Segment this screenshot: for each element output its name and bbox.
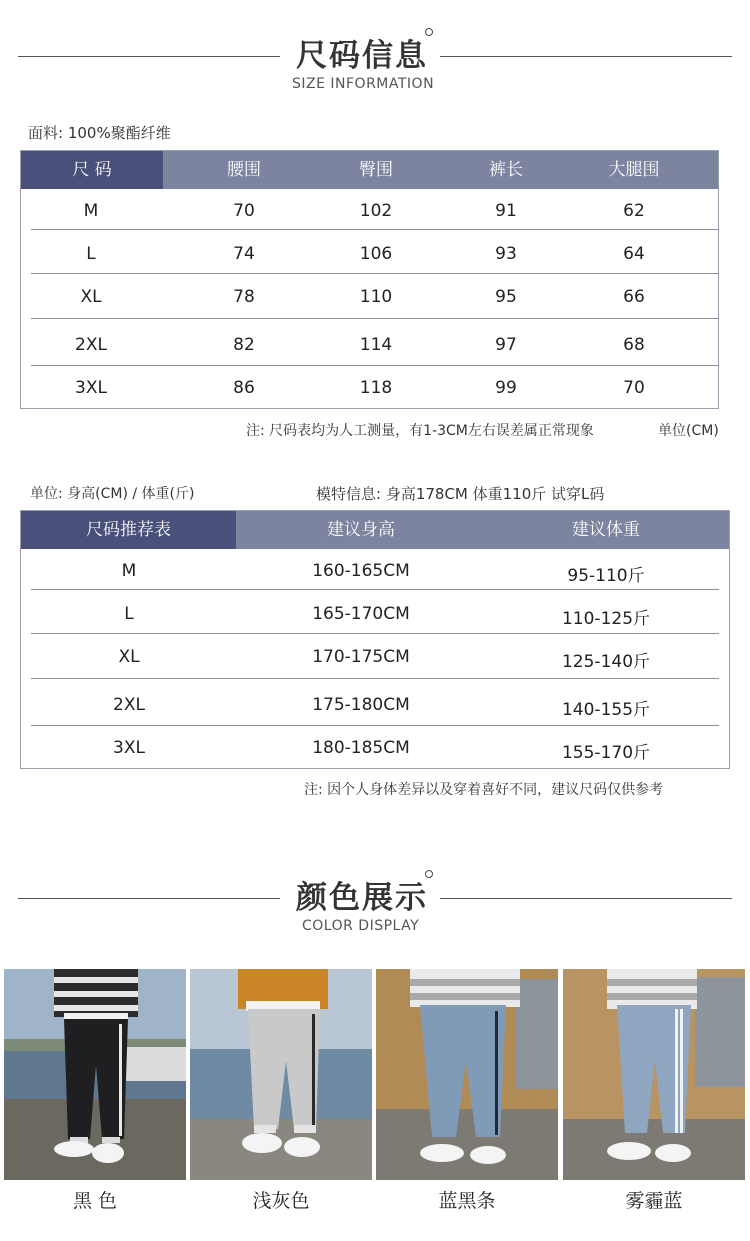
color-title-rule-right <box>440 898 732 899</box>
size-row-divider <box>31 365 719 366</box>
recommend-unit-label: 单位: 身高(CM) / 体重(斤) <box>30 486 195 502</box>
recommend-cell: 3XL <box>113 738 145 758</box>
size-cell: 3XL <box>75 378 107 398</box>
color-label-black: 黑 色 <box>72 1190 118 1212</box>
recommend-header-weight: 建议体重 <box>572 520 640 540</box>
color-label-blue-black-stripe: 蓝黑条 <box>438 1190 496 1212</box>
size-header-thigh: 大腿围 <box>608 160 660 180</box>
degree-mark-icon <box>425 870 433 878</box>
size-header-length: 裤长 <box>489 160 523 180</box>
size-header-waist: 腰围 <box>227 160 261 180</box>
product-photo-light-gray[interactable] <box>190 969 372 1180</box>
size-cell: 68 <box>623 335 645 355</box>
product-photo-blue-black-stripe[interactable] <box>376 969 558 1180</box>
size-cell: 102 <box>359 201 393 221</box>
size-cell: 118 <box>359 378 393 398</box>
model-info: 模特信息: 身高178CM 体重110斤 试穿L码 <box>316 485 605 503</box>
size-cell: 82 <box>233 335 255 355</box>
pants-black-illustration <box>4 969 186 1180</box>
measurement-note: 注: 尺码表均为人工测量，有1-3CM左右误差属正常现象 <box>246 423 594 439</box>
pants-haze-blue-illustration <box>563 969 745 1180</box>
recommend-cell: 165-170CM <box>312 604 410 624</box>
size-table <box>20 150 719 409</box>
recommend-cell: 110-125斤 <box>561 609 651 629</box>
recommend-row-divider <box>31 725 719 726</box>
pants-blue-stripe-illustration <box>376 969 558 1180</box>
size-cell: 86 <box>233 378 255 398</box>
size-cell: 66 <box>623 287 645 307</box>
size-cell: 99 <box>495 378 517 398</box>
size-cell: 106 <box>359 244 393 264</box>
size-header-hip: 臀围 <box>359 160 393 180</box>
recommend-note: 注: 因个人身体差异以及穿着喜好不同，建议尺码仅供参考 <box>304 782 664 798</box>
size-cell: 114 <box>359 335 393 355</box>
size-header-size: 尺 码 <box>72 160 112 180</box>
size-cell: 70 <box>623 378 645 398</box>
recommend-cell: 2XL <box>113 695 145 715</box>
fabric-label: 面料: 100%聚酯纤维 <box>28 124 171 142</box>
size-cell: L <box>86 244 96 264</box>
recommend-table <box>20 510 730 769</box>
size-section-title: 尺码信息 <box>296 38 428 74</box>
size-cell: 64 <box>623 244 645 264</box>
recommend-row-divider <box>31 633 719 634</box>
recommend-cell: 175-180CM <box>312 695 410 715</box>
recommend-header-height: 建议身高 <box>327 520 395 540</box>
size-row-divider <box>31 229 719 230</box>
color-section-title: 颜色展示 <box>296 880 428 916</box>
size-cell: 2XL <box>75 335 107 355</box>
size-title-rule-left <box>18 56 280 57</box>
recommend-row-divider <box>31 678 719 679</box>
color-label-haze-blue: 雾霾蓝 <box>625 1190 683 1212</box>
size-cell: 62 <box>623 201 645 221</box>
recommend-cell: XL <box>118 647 140 667</box>
size-cell: 91 <box>495 201 517 221</box>
recommend-cell: 170-175CM <box>312 647 410 667</box>
recommend-cell: 125-140斤 <box>561 652 651 672</box>
degree-mark-icon <box>425 28 433 36</box>
size-cell: XL <box>80 287 102 307</box>
size-cell: 97 <box>495 335 517 355</box>
size-cell: 95 <box>495 287 517 307</box>
size-title-rule-right <box>440 56 732 57</box>
size-cell: M <box>83 201 99 221</box>
recommend-header-size: 尺码推荐表 <box>86 520 171 540</box>
color-title-rule-left <box>18 898 280 899</box>
recommend-cell: 95-110斤 <box>567 566 645 586</box>
color-section-subtitle: COLOR DISPLAY <box>302 918 420 934</box>
recommend-cell: 180-185CM <box>312 738 410 758</box>
size-cell: 93 <box>495 244 517 264</box>
size-row-divider <box>31 318 719 319</box>
recommend-cell: 155-170斤 <box>561 743 651 763</box>
recommend-cell: M <box>121 561 137 581</box>
unit-label: 单位(CM) <box>658 423 719 439</box>
recommend-cell: 140-155斤 <box>561 700 651 720</box>
size-cell: 78 <box>233 287 255 307</box>
product-photo-haze-blue[interactable] <box>563 969 745 1180</box>
size-row-divider <box>31 273 719 274</box>
recommend-row-divider <box>31 589 719 590</box>
product-photo-black[interactable] <box>4 969 186 1180</box>
size-section-subtitle: SIZE INFORMATION <box>292 76 435 92</box>
pants-light-gray-illustration <box>190 969 372 1180</box>
size-cell: 70 <box>233 201 255 221</box>
color-label-light-gray: 浅灰色 <box>252 1190 310 1212</box>
recommend-cell: L <box>124 604 134 624</box>
size-cell: 110 <box>359 287 393 307</box>
size-cell: 74 <box>233 244 255 264</box>
recommend-cell: 160-165CM <box>312 561 410 581</box>
